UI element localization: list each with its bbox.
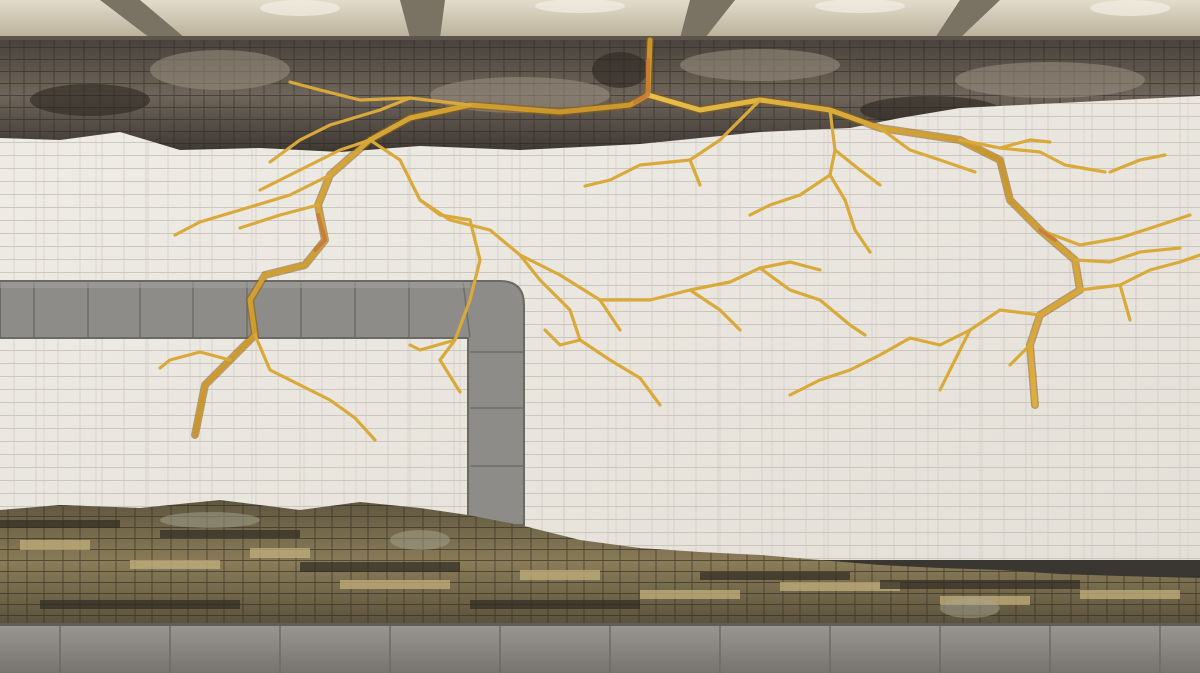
granite-base: [0, 623, 1200, 673]
ceiling: [0, 0, 1200, 40]
